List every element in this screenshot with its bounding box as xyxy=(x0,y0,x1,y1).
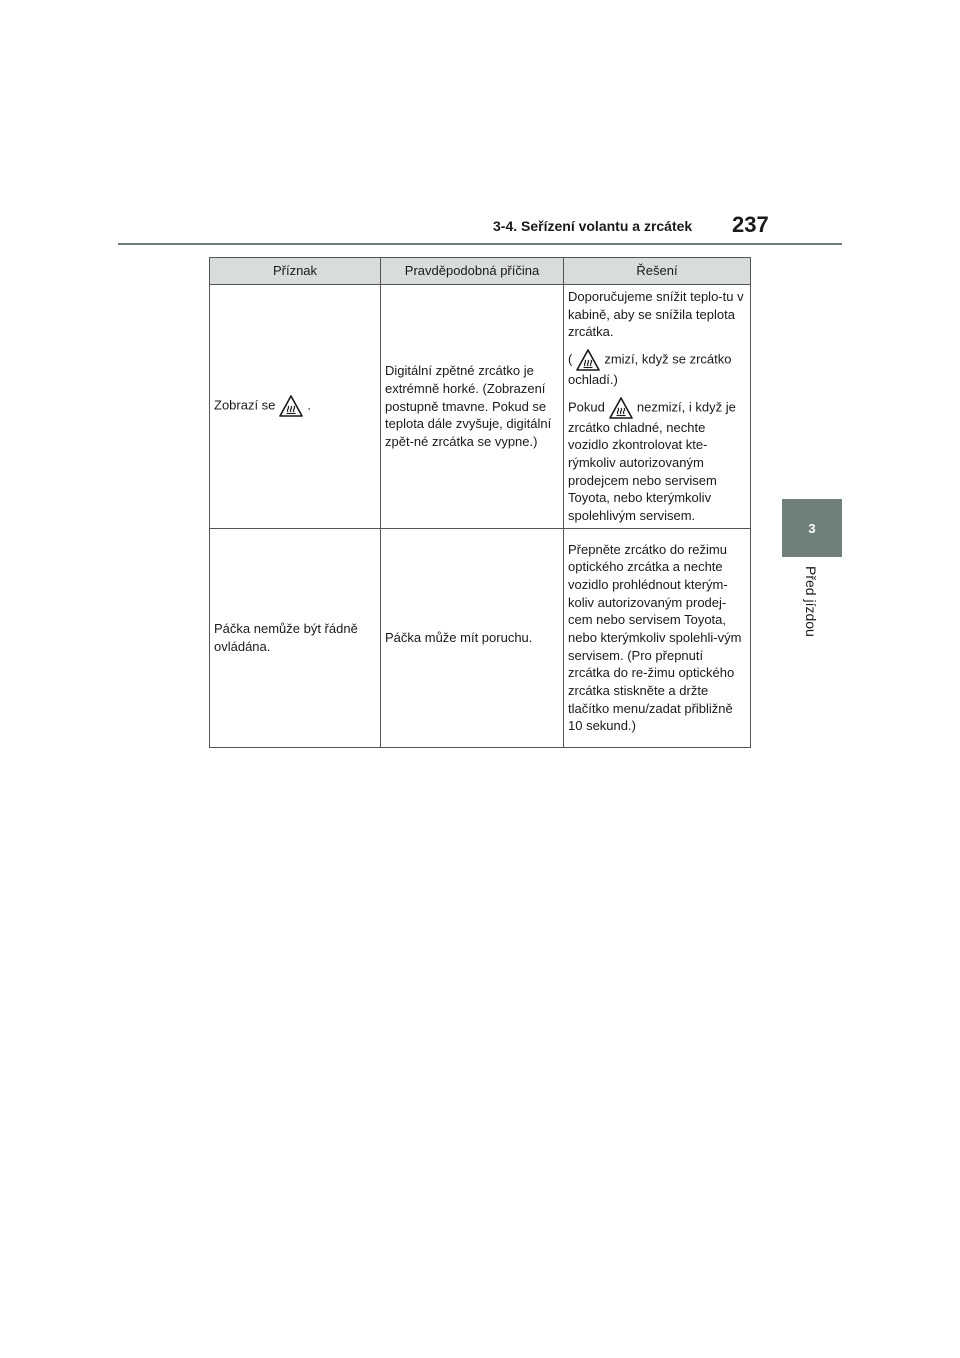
header-cause: Pravděpodobná příčina xyxy=(381,258,564,285)
high-temperature-warning-icon xyxy=(279,395,303,417)
symptom-cell xyxy=(210,285,381,529)
cause-cell: Digitální zpětné zrcátko je extrémně horké. (Zobrazení postupně tmavne. Pokud se teplota dále zvyšuje, digitální zpět-né zrcátka se vypne.) xyxy=(381,285,564,529)
solution-cell: Přepněte zrcátko do režimu optického zrcátka a nechte vozidlo prohlédnout kterým-koliv autorizovaným prodej-cem nebo servisem Toyota, nebo kterýmkoliv spolehli-vým servisem. (Pro přepnutí zrcátka do re-žimu optického zrcátka stiskněte a držte tlačítko menu/zadat přibližně 10 sekund.) xyxy=(564,528,751,747)
high-temperature-warning-icon xyxy=(576,349,600,371)
symptom-cell: Páčka nemůže být řádně ovládána. xyxy=(210,528,381,747)
page-number: 237 xyxy=(732,212,769,237)
solution-text: nezmizí, i když je zrcátko chladné, nechte vozidlo zkontrolovat kte-rýmkoliv autorizovaným prodejcem nebo servisem Toyota, nebo kterýmkoliv spolehlivým servisem. xyxy=(568,399,736,524)
troubleshooting-table xyxy=(209,257,751,748)
table-header-row xyxy=(210,258,751,285)
solution-text: Pokud xyxy=(568,399,605,415)
symptom-text-after: . xyxy=(307,397,312,413)
chapter-tab xyxy=(782,499,842,557)
header-solution: Řešení xyxy=(564,258,751,285)
solution-paragraph xyxy=(568,397,746,525)
table-row xyxy=(210,285,751,529)
symptom-text-before: Zobrazí se xyxy=(214,397,276,413)
table-row xyxy=(210,528,751,747)
chapter-label: Před jízdou xyxy=(803,566,819,637)
cause-cell: Páčka může mít poruchu. xyxy=(381,528,564,747)
header-symptom: Příznak xyxy=(210,258,381,285)
header-rule xyxy=(118,243,842,245)
solution-text: ( xyxy=(568,351,573,367)
solution-paragraph xyxy=(568,349,746,389)
solution-text: zmizí, když se zrcátko ochladí.) xyxy=(568,351,732,388)
high-temperature-warning-icon xyxy=(609,397,633,419)
section-title: 3-4. Seřízení volantu a zrcátek xyxy=(493,218,693,234)
solution-paragraph: Doporučujeme snížit teplo-tu v kabině, aby se snížila teplota zrcátka. xyxy=(568,289,744,340)
solution-cell xyxy=(564,285,751,529)
chapter-number: 3 xyxy=(808,520,816,536)
